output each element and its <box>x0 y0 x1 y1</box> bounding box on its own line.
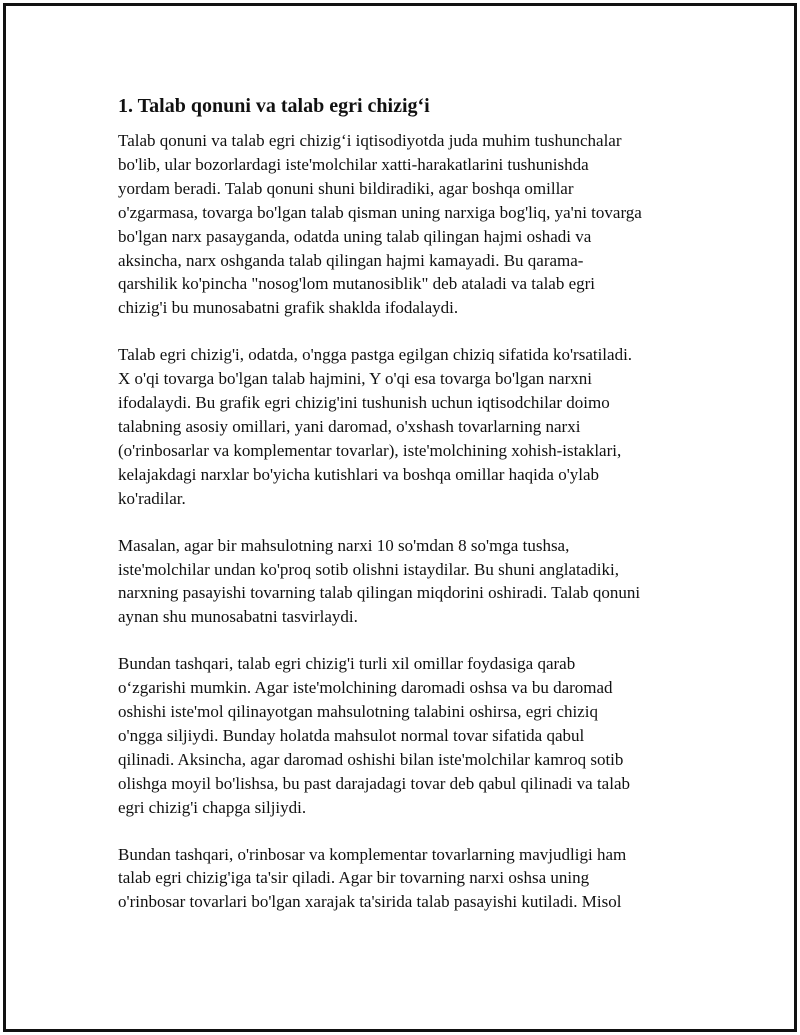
text-line: X o'qi tovarga bo'lgan talab hajmini, Y o'qi esa tovarga bo'lgan narxni <box>118 369 592 389</box>
text-line: o'rinbosar tovarlari bo'lgan xarajak ta'sirida talab pasayishi kutiladi. Misol <box>118 892 622 912</box>
text-line: o‘zgarishi mumkin. Agar iste'molchining daromadi oshsa va bu daromad <box>118 678 613 698</box>
text-line: Talab qonuni va talab egri chizig‘i iqtisodiyotda juda muhim tushunchalar <box>118 131 622 150</box>
paragraph-3 <box>118 534 690 630</box>
text-line: bo'lib, ular bozorlardagi iste'molchilar xatti-harakatlarini tushunishda <box>118 154 589 174</box>
text-line: yordam beradi. Talab qonuni shuni bildiradiki, agar boshqa omillar <box>118 178 574 198</box>
text-line: o'zgarmasa, tovarga bo'lgan talab qisman uning narxiga bog'liq, ya'ni tovarga <box>118 202 642 222</box>
text-line: aksincha, narx oshganda talab qilingan hajmi kamayadi. Bu qarama- <box>118 250 584 270</box>
text-line: talabning asosiy omillari, yani daromad, o'xshash tovarlarning narxi <box>118 416 581 436</box>
text-line: chizig'i bu munosabatni grafik shaklda ifodalaydi. <box>118 298 459 318</box>
text-line: o'ngga siljiydi. Bunday holatda mahsulot normal tovar sifatida qabul <box>118 725 585 745</box>
text-line: qarshilik ko'pincha "nosog'lom mutanosiblik" deb ataladi va talab egri <box>118 274 596 294</box>
text-line: ko'radilar. <box>118 488 186 508</box>
paragraph-1 <box>118 129 690 320</box>
text-line: egri chizig'i chapga siljiydi. <box>118 797 307 817</box>
text-line: Bundan tashqari, o'rinbosar va komplementar tovarlarning mavjudligi ham <box>118 844 627 864</box>
text-line: narxning pasayishi tovarning talab qilingan miqdorini oshiradi. Talab qonuni <box>118 583 641 603</box>
text-line: (o'rinbosarlar va komplementar tovarlar), iste'molchining xohish-istaklari, <box>118 440 622 460</box>
section-heading: 1. Talab qonuni va talab egri chizig‘i <box>118 95 430 117</box>
document-body <box>118 93 690 937</box>
text-line: kelajakdagi narxlar bo'yicha kutishlari va boshqa omillar haqida o'ylab <box>118 464 600 484</box>
text-line: olishga moyil bo'lishsa, bu past darajadagi tovar deb qabul qilinadi va talab <box>118 773 631 793</box>
paragraph-5 <box>118 843 690 915</box>
text-line: oshishi iste'mol qilinayotgan mahsulotning talabini oshirsa, egri chiziq <box>118 702 598 722</box>
text-line: bo'lgan narx pasayganda, odatda uning talab qilingan hajmi oshadi va <box>118 226 592 246</box>
text-line: aynan shu munosabatni tasvirlaydi. <box>118 607 358 627</box>
text-line: Bundan tashqari, talab egri chizig'i turli xil omillar foydasiga qarab <box>118 654 576 674</box>
text-line: talab egri chizig'iga ta'sir qiladi. Agar bir tovarning narxi oshsa uning <box>118 868 590 888</box>
paragraph-2 <box>118 343 690 510</box>
text-line: iste'molchilar undan ko'proq sotib olishni istaydilar. Bu shuni anglatadiki, <box>118 559 619 579</box>
text-line: ifodalaydi. Bu grafik egri chizig'ini tushunish uchun iqtisodchilar doimo <box>118 393 610 413</box>
text-line: Talab egri chizig'i, odatda, o'ngga pastga egilgan chiziq sifatida ko'rsatiladi. <box>118 345 633 365</box>
text-line: Masalan, agar bir mahsulotning narxi 10 so'mdan 8 so'mga tushsa, <box>118 535 570 555</box>
text-line: qilinadi. Aksincha, agar daromad oshishi bilan iste'molchilar kamroq sotib <box>118 749 624 769</box>
paragraph-4 <box>118 652 690 819</box>
